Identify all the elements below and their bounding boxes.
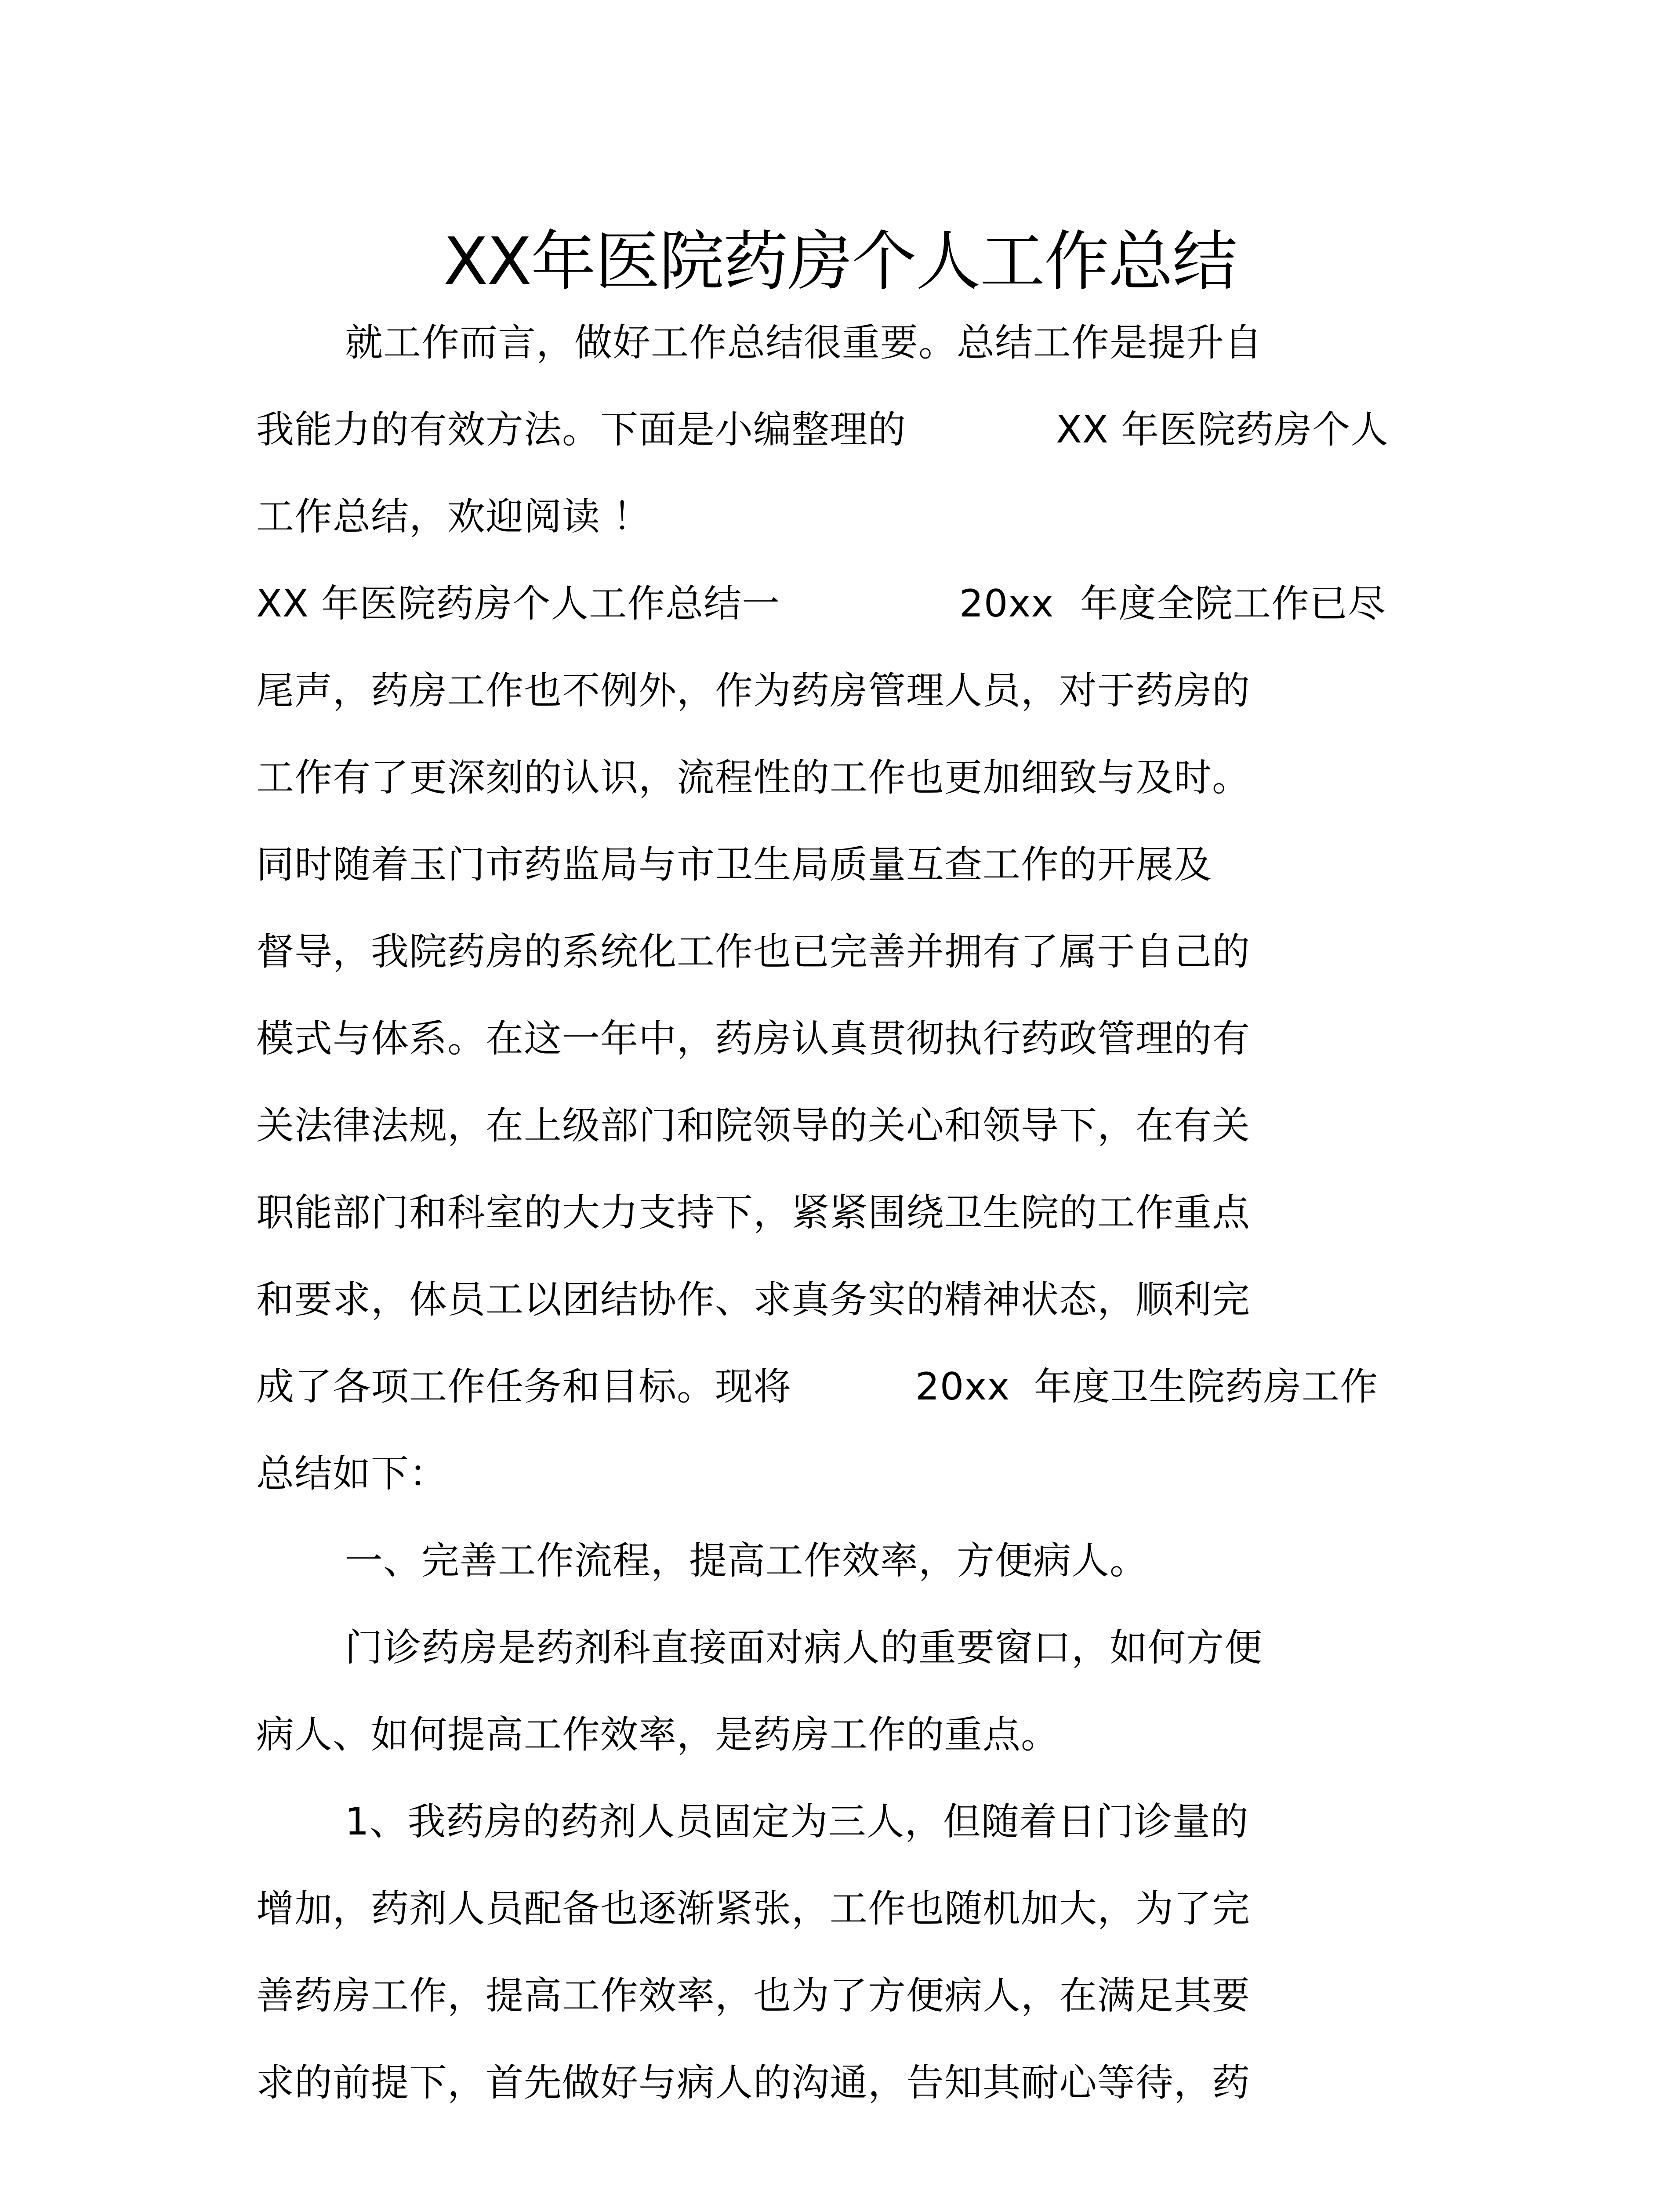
line-segment: 成了各项工作任务和目标。现将 bbox=[256, 1365, 791, 1409]
document-title: XX年医院药房个人工作总结 bbox=[443, 224, 1237, 299]
paragraph-line: 模式与体系。在这一年中，药房认真贯彻执行药政管理的有 bbox=[256, 1017, 1250, 1061]
paragraph-line: 督导，我院药房的系统化工作也已完善并拥有了属于自己的 bbox=[256, 930, 1250, 974]
paragraph-line: 工作有了更深刻的认识，流程性的工作也更加细致与及时。 bbox=[256, 756, 1250, 800]
paragraph-line: 善药房工作，提高工作效率，也为了方便病人，在满足其要 bbox=[256, 1974, 1250, 2018]
paragraph-line: 和要求，体员工以团结协作、求真务实的精神状态，顺利完 bbox=[256, 1278, 1250, 1322]
line-segment: XX 年医院药房个人工作总结一 bbox=[256, 582, 780, 626]
line-segment: 20xx bbox=[915, 1365, 1010, 1409]
paragraph-line: 工作总结，欢迎阅读 ！ bbox=[256, 495, 651, 539]
line-segment: 我能力的有效方法。下面是小编整理的 bbox=[256, 408, 906, 452]
line-segment: XX 年医院药房个人 bbox=[1056, 408, 1389, 452]
paragraph-line: 增加，药剂人员配备也逐渐紧张，工作也随机加大，为了完 bbox=[256, 1887, 1250, 1931]
paragraph-line: 门诊药房是药剂科直接面对病人的重要窗口，如何方便 bbox=[345, 1626, 1263, 1670]
line-segment: 20xx bbox=[959, 582, 1054, 626]
line-segment: 年度卫生院药房工作 bbox=[1034, 1365, 1378, 1409]
paragraph-line: 同时随着玉门市药监局与市卫生局质量互查工作的开展及 bbox=[256, 843, 1212, 887]
section-heading: 一、完善工作流程，提高工作效率，方便病人。 bbox=[345, 1539, 1148, 1583]
paragraph-line: 总结如下： bbox=[256, 1452, 447, 1496]
line-segment: 年度全院工作已尽 bbox=[1080, 582, 1386, 626]
paragraph-line: 就工作而言，做好工作总结很重要。总结工作是提升自 bbox=[345, 321, 1263, 365]
paragraph-line: 尾声，药房工作也不例外，作为药房管理人员，对于药房的 bbox=[256, 669, 1250, 713]
paragraph-line: 求的前提下，首先做好与病人的沟通，告知其耐心等待，药 bbox=[256, 2061, 1250, 2105]
paragraph-line: 1、我药房的药剂人员固定为三人，但随着日门诊量的 bbox=[345, 1800, 1249, 1844]
paragraph-line: 职能部门和科室的大力支持下，紧紧围绕卫生院的工作重点 bbox=[256, 1191, 1250, 1235]
paragraph-line: 病人、如何提高工作效率，是药房工作的重点。 bbox=[256, 1713, 1059, 1757]
paragraph-line: 关法律法规，在上级部门和院领导的关心和领导下，在有关 bbox=[256, 1104, 1250, 1148]
